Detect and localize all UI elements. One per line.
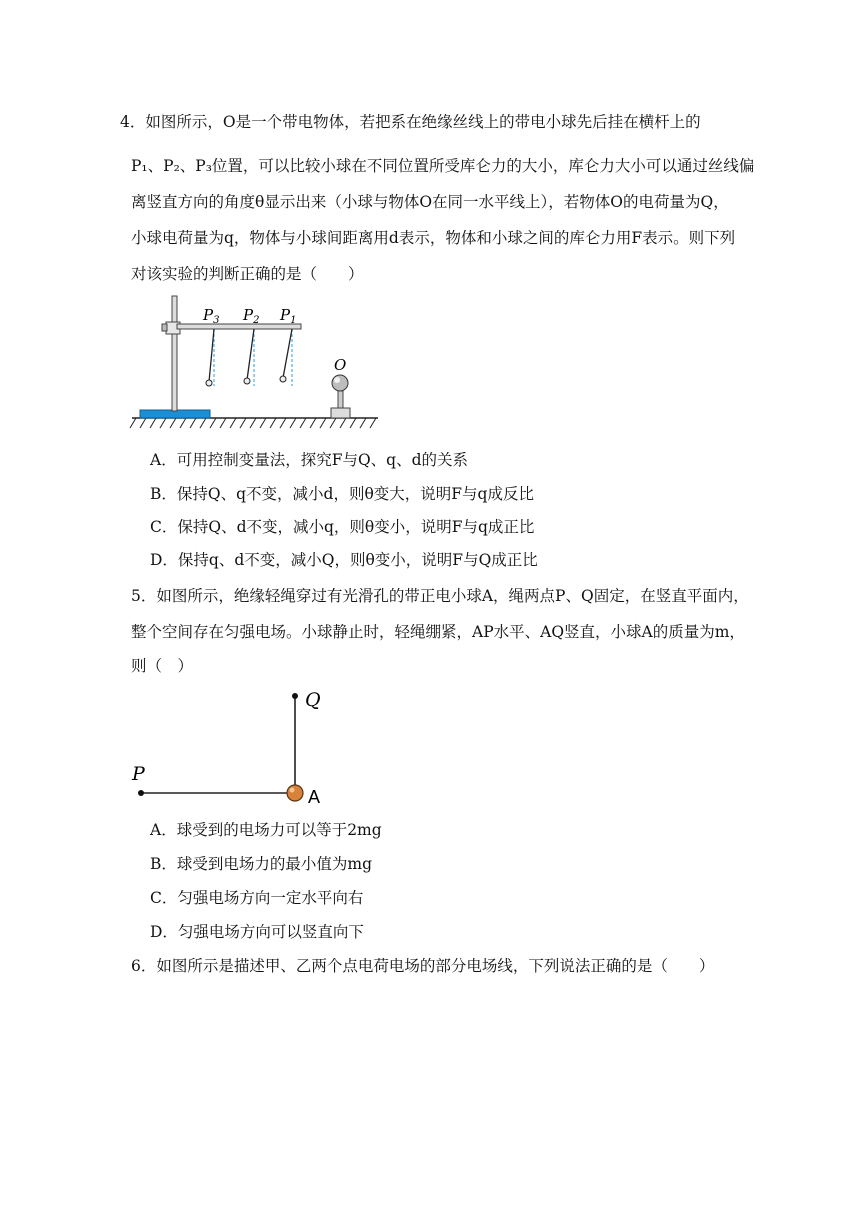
object-stand	[338, 391, 343, 408]
q5-option-c: C．匀强电场方向一定水平向右	[150, 889, 364, 907]
ground-hatching	[130, 418, 376, 428]
label-p1: $P_1$	[280, 306, 297, 326]
q4-line-3: 离竖直方向的角度θ显示出来（小球与物体O在同一水平线上），若物体O的电荷量为Q，	[131, 193, 729, 211]
q4-figure	[128, 290, 388, 436]
q5-line-3: 则（ ）	[131, 657, 194, 675]
label-p3: $P_3$	[203, 306, 220, 326]
q4-option-c: C．保持Q、d不变，减小q，则θ变小，说明F与q成正比	[150, 518, 535, 536]
label-q: Q	[305, 689, 321, 711]
label-p: P	[132, 763, 145, 785]
label-o: O	[334, 356, 347, 374]
q4-line-5: 对该实验的判断正确的是（ ）	[131, 265, 364, 283]
thread-p1	[283, 329, 292, 378]
ball-p2	[244, 378, 250, 384]
thread-p2	[247, 329, 254, 380]
thread-p3	[209, 329, 214, 382]
q6-line-1: 6．如图所示是描述甲、乙两个点电荷电场的部分电场线，下列说法正确的是（ ）	[131, 957, 715, 975]
q4-option-b: B．保持Q、q不变，减小d，则θ变大，说明F与q成反比	[150, 485, 534, 503]
q5-line-1: 5．如图所示，绝缘轻绳穿过有光滑孔的带正电小球A，绳两点P、Q固定，在竖直平面内，	[131, 587, 749, 605]
ball-a	[287, 785, 303, 801]
point-q	[292, 693, 298, 699]
q5-option-d: D．匀强电场方向可以竖直向下	[150, 923, 364, 941]
ball-p3	[206, 380, 212, 386]
q5-line-2: 整个空间存在匀强电场。小球静止时，轻绳绷紧，AP水平、AQ竖直，小球A的质量为m，	[131, 623, 745, 641]
q5-figure	[128, 684, 348, 808]
charged-object-o	[332, 375, 348, 391]
label-a: A	[308, 787, 321, 807]
q4-line-1: 4．如图所示，O是一个带电物体，若把系在绝缘丝线上的带电小球先后挂在横杆上的	[120, 113, 701, 131]
q5-option-b: B．球受到电场力的最小值为mg	[150, 855, 373, 873]
q4-line-4: 小球电荷量为q，物体与小球间距离用d表示，物体和小球之间的库仑力用F表示。则下列	[131, 229, 736, 247]
label-p2: $P_2$	[243, 306, 260, 326]
q4-option-d: D．保持q、d不变，减小Q，则θ变小，说明F与Q成正比	[150, 551, 538, 569]
crossbar	[177, 324, 301, 329]
ball-p1	[280, 376, 286, 382]
q5-option-a: A．球受到的电场力可以等于2mg	[150, 821, 382, 839]
point-p	[138, 790, 144, 796]
q4-option-a: A．可用控制变量法，探究F与Q、q、d的关系	[150, 451, 469, 469]
stand-pole	[172, 296, 177, 411]
q4-line-2: P₁、P₂、P₃位置，可以比较小球在不同位置所受库仑力的大小，库仑力大小可以通过丝线偏	[131, 157, 755, 175]
